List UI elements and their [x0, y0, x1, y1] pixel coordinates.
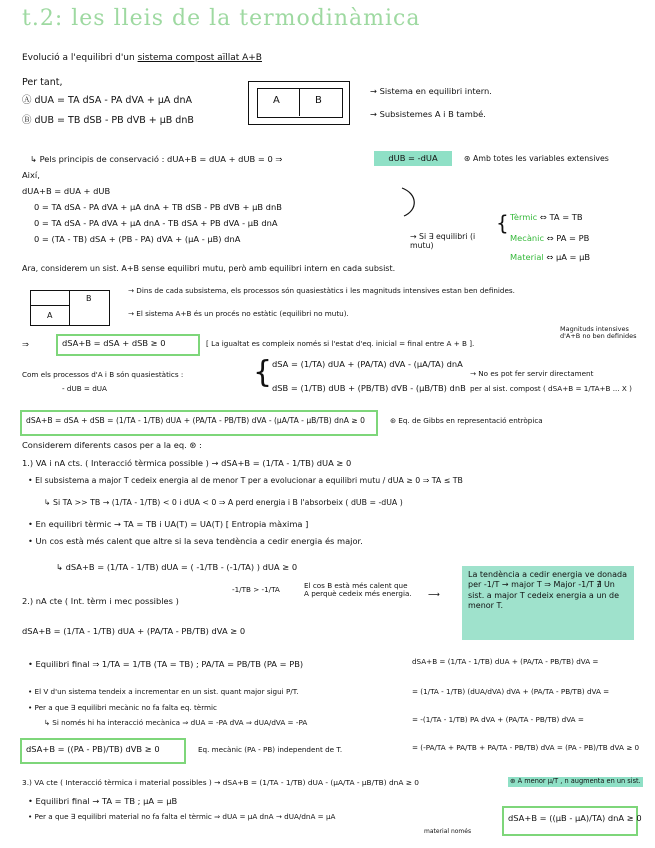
- heading-underlined: sistema compost aïllat A+B: [137, 53, 262, 63]
- box-b-label: B: [315, 95, 322, 106]
- derivation-line-2: 0 = TA dSA - PA dVA + μA dnA + TB dSB - PB dVB + μB dnB: [34, 202, 282, 212]
- equilibrium-term-2: [510, 253, 590, 263]
- equilibrium-term-0: [510, 213, 583, 223]
- case-2-equation: dSA+B = (1/TA - 1/TB) dUA + (PA/TA - PB/TB) dVA ≥ 0: [22, 626, 246, 636]
- cases-intro: Considerem diferents casos per a la eq. ⊛ :: [22, 440, 202, 450]
- quasi-eq-1: dSA = (1/TA) dUA + (PA/TA) dVA - (μA/TA) dnA: [272, 359, 463, 369]
- note-subsistemes: → Subsistemes A i B també.: [370, 109, 486, 119]
- case-1-bullet-1b: ↳ Si TA >> TB → (1/TA - 1/TB) < 0 i dUA < 0 ⇒ A perd energia i B l'absorbeix ( dUB = -dUA ): [44, 498, 403, 507]
- tendency-arrow: ⟶: [428, 589, 440, 599]
- term-label: Material: [510, 252, 544, 262]
- quasi-note-1: → Dins de cada subsistema, els processos són quasiestàtics i les magnituds intensives estan ben definides.: [128, 286, 515, 295]
- dsab-note: [ La igualtat es compleix només si l'estat d'eq. inicial = final entre A + B ].: [206, 339, 475, 348]
- subsystem-diagram: [30, 290, 110, 326]
- hotter-example-2: -1/TB > -1/TA: [232, 585, 280, 594]
- por-tant: Per tant,: [22, 77, 63, 88]
- implies-arrow: ⇒: [22, 339, 29, 349]
- equation-a: Ⓐ dUA = TA dSA - PA dVA + μA dnA: [22, 95, 192, 106]
- rhs-line-1: dSA+B = (1/TA - 1/TB) dUA + (PA/TA - PB/TB) dVA =: [412, 657, 599, 666]
- brace-left: {: [253, 355, 273, 390]
- term-relation: ⇔ PA = PB: [546, 233, 590, 243]
- case-2: 2.) nA cte ( Int. tèrm i mec possibles ): [22, 596, 179, 606]
- gibbs-equation: dSA+B = dSA + dSB = (1/TA - 1/TB) dUA + (PA/TA - PB/TB) dVA - (μA/TA - μB/TB) dnA ≥ 0: [26, 416, 366, 425]
- derivation-line-4: 0 = (TA - TB) dSA + (PB - PA) dVA + (μA - μB) dnA: [34, 234, 241, 244]
- extensive-note: ⊛ Amb totes les variables extensives: [464, 154, 609, 163]
- derivation-arrow: [400, 186, 420, 220]
- derivation-line-1: dUA+B = dUA + dUB: [22, 186, 111, 196]
- term-label: Tèrmic: [510, 212, 538, 222]
- case-1-bullet-1: • El subsistema a major T cedeix energia al de menor T per a evolucionar a equilibri mutu / dUA ≥ 0 ⇒ TA ≤ TB: [28, 476, 463, 485]
- case-1-bullet-2: • En equilibri tèrmic → TA = TB i UA(T) = UA(T) [ Entropia màxima ]: [28, 519, 309, 529]
- diagram-a: A: [47, 311, 53, 320]
- case-2-bullet-mec: • Per a que ∃ equilibri mecànic no fa falta eq. tèrmic: [28, 703, 217, 712]
- page-title: t.2: les lleis de la termodinàmica: [22, 6, 421, 31]
- rhs-line-4: = (-PA/TA + PA/TB + PA/TA - PB/TB) dVA = (PA - PB)/TB dVA ≥ 0: [412, 743, 640, 752]
- dub-result: dUB = -dUA: [374, 151, 452, 166]
- postulates-line: ↳ Pels principis de conservació : dUA+B = dUA + dUB = 0 ⇒: [30, 154, 283, 164]
- diagram-divider: [69, 291, 70, 325]
- case-1: 1.) VA i nA cts. ( Interacció tèrmica possible ) → dSA+B = (1/TA - 1/TB) dUA ≥ 0: [22, 458, 352, 468]
- term-label: Mecànic: [510, 233, 545, 243]
- case-3: 3.) VA cte ( Interacció tèrmica i material possibles ) → dSA+B = (1/TA - 1/TB) dUA - (μA/TA - μB/TB) dnA ≥ 0: [22, 778, 419, 787]
- quasi-note-b: per al sist. compost ( dSA+B = 1/TA+B ... X ): [470, 384, 632, 393]
- equilibrium-term-1: [510, 234, 589, 244]
- box-a-label: A: [273, 95, 280, 106]
- mec-final-equation: dSA+B = ((PA - PB)/TB) dVB ≥ 0: [26, 744, 160, 754]
- case-3-material-only: material només: [424, 828, 472, 835]
- dsab-side-note: Magnituds intensives d'A+B no ben definides: [560, 325, 637, 341]
- heading-prefix: Evolució a l'equilibri d'un: [22, 53, 138, 63]
- composite-box: [248, 81, 350, 125]
- case-2-bullet-v: • El V d'un sistema tendeix a incrementar en un sist. quant major sigui P/T.: [28, 687, 299, 696]
- note-equilibri-intern: → Sistema en equilibri intern.: [370, 86, 492, 96]
- diagram-hline: [31, 305, 69, 306]
- ara-line: Ara, considerem un sist. A+B sense equilibri mutu, però amb equilibri intern en cada subsist.: [22, 264, 396, 273]
- equation-b: Ⓑ dUB = TB dSB - PB dVB + μB dnB: [22, 115, 194, 126]
- section-heading: [22, 53, 262, 63]
- rhs-line-3: = -(1/TA - 1/TB) PA dVA + (PA/TA - PB/TB) dVA =: [412, 715, 584, 724]
- gibbs-note: ⊛ Eq. de Gibbs en representació entròpica: [390, 416, 543, 425]
- term-relation: ⇔ μA = μB: [546, 252, 591, 262]
- quasi-note-2: → El sistema A+B és un procés no estàtic (equilibri no mutu).: [128, 309, 349, 318]
- mec-final-note: Eq. mecànic (PA - PB) independent de T.: [198, 745, 343, 754]
- quasi-eq-2: dSB = (1/TB) dUB + (PB/TB) dVB - (μB/TB) dnB: [272, 383, 466, 393]
- hotter-example-3: El cos B està més calent que A perquè cedeix més energia.: [304, 581, 412, 599]
- diagram-b: B: [86, 294, 92, 303]
- si-equilibri: → Si ∃ equilibri (i mutu): [410, 232, 476, 250]
- derivation-line-3: 0 = TA dSA - PA dVA + μA dnA - TB dSA + PB dVA - μB dnA: [34, 218, 278, 228]
- brace-right: {: [496, 211, 509, 235]
- rhs-line-2: = (1/TA - 1/TB) (dUA/dVA) dVA + (PA/TA - PB/TB) dVA =: [412, 687, 610, 696]
- case-3-note: ⊛ A menor μ/T , n augmenta en un sist.: [510, 777, 641, 785]
- case-1-bullet-3: • Un cos està més calent que altre si la seva tendència a cedir energia és major.: [28, 536, 363, 546]
- material-final-equation: dSA+B = ((μB - μA)/TA) dnA ≥ 0: [508, 813, 642, 823]
- aixi-label: Així,: [22, 170, 40, 180]
- hotter-example: ↳ dSA+B = (1/TA - 1/TB) dUA = ( -1/TB - (-1/TA) ) dUA ≥ 0: [56, 562, 298, 572]
- case-2-equilibri-final: • Equilibri final ⇒ 1/TA = 1/TB (TA = TB) ; PA/TA = PB/TB (PA = PB): [28, 659, 304, 669]
- case-3-equilibri-final: • Equilibri final → TA = TB ; μA = μB: [28, 796, 178, 806]
- case-2-mec-only: ↳ Si només hi ha interacció mecànica ⇒ dUA = -PA dVA ⇒ dUA/dVA = -PA: [44, 718, 308, 727]
- quasi-label: Com els processos d'A i B són quasiestàtics :: [22, 370, 184, 379]
- dsab-equation: dSA+B = dSA + dSB ≥ 0: [62, 338, 166, 348]
- composite-inner: [257, 88, 343, 118]
- quasi-note-a: → No es pot fer servir directament: [470, 369, 594, 378]
- tendency-box: La tendència a cedir energia ve donada per -1/T → major T ⇒ Major -1/T ∄ Un sist. a major T cedeix energia a un de menor T.: [462, 566, 634, 640]
- composite-divider: [299, 88, 300, 116]
- quasi-sub: - dUB = dUA: [62, 384, 107, 393]
- case-3-material: • Per a que ∃ equilibri material no fa falta el tèrmic ⇒ dUA = μA dnA → dUA/dnA = μA: [28, 812, 336, 821]
- term-relation: ⇔ TA = TB: [539, 212, 583, 222]
